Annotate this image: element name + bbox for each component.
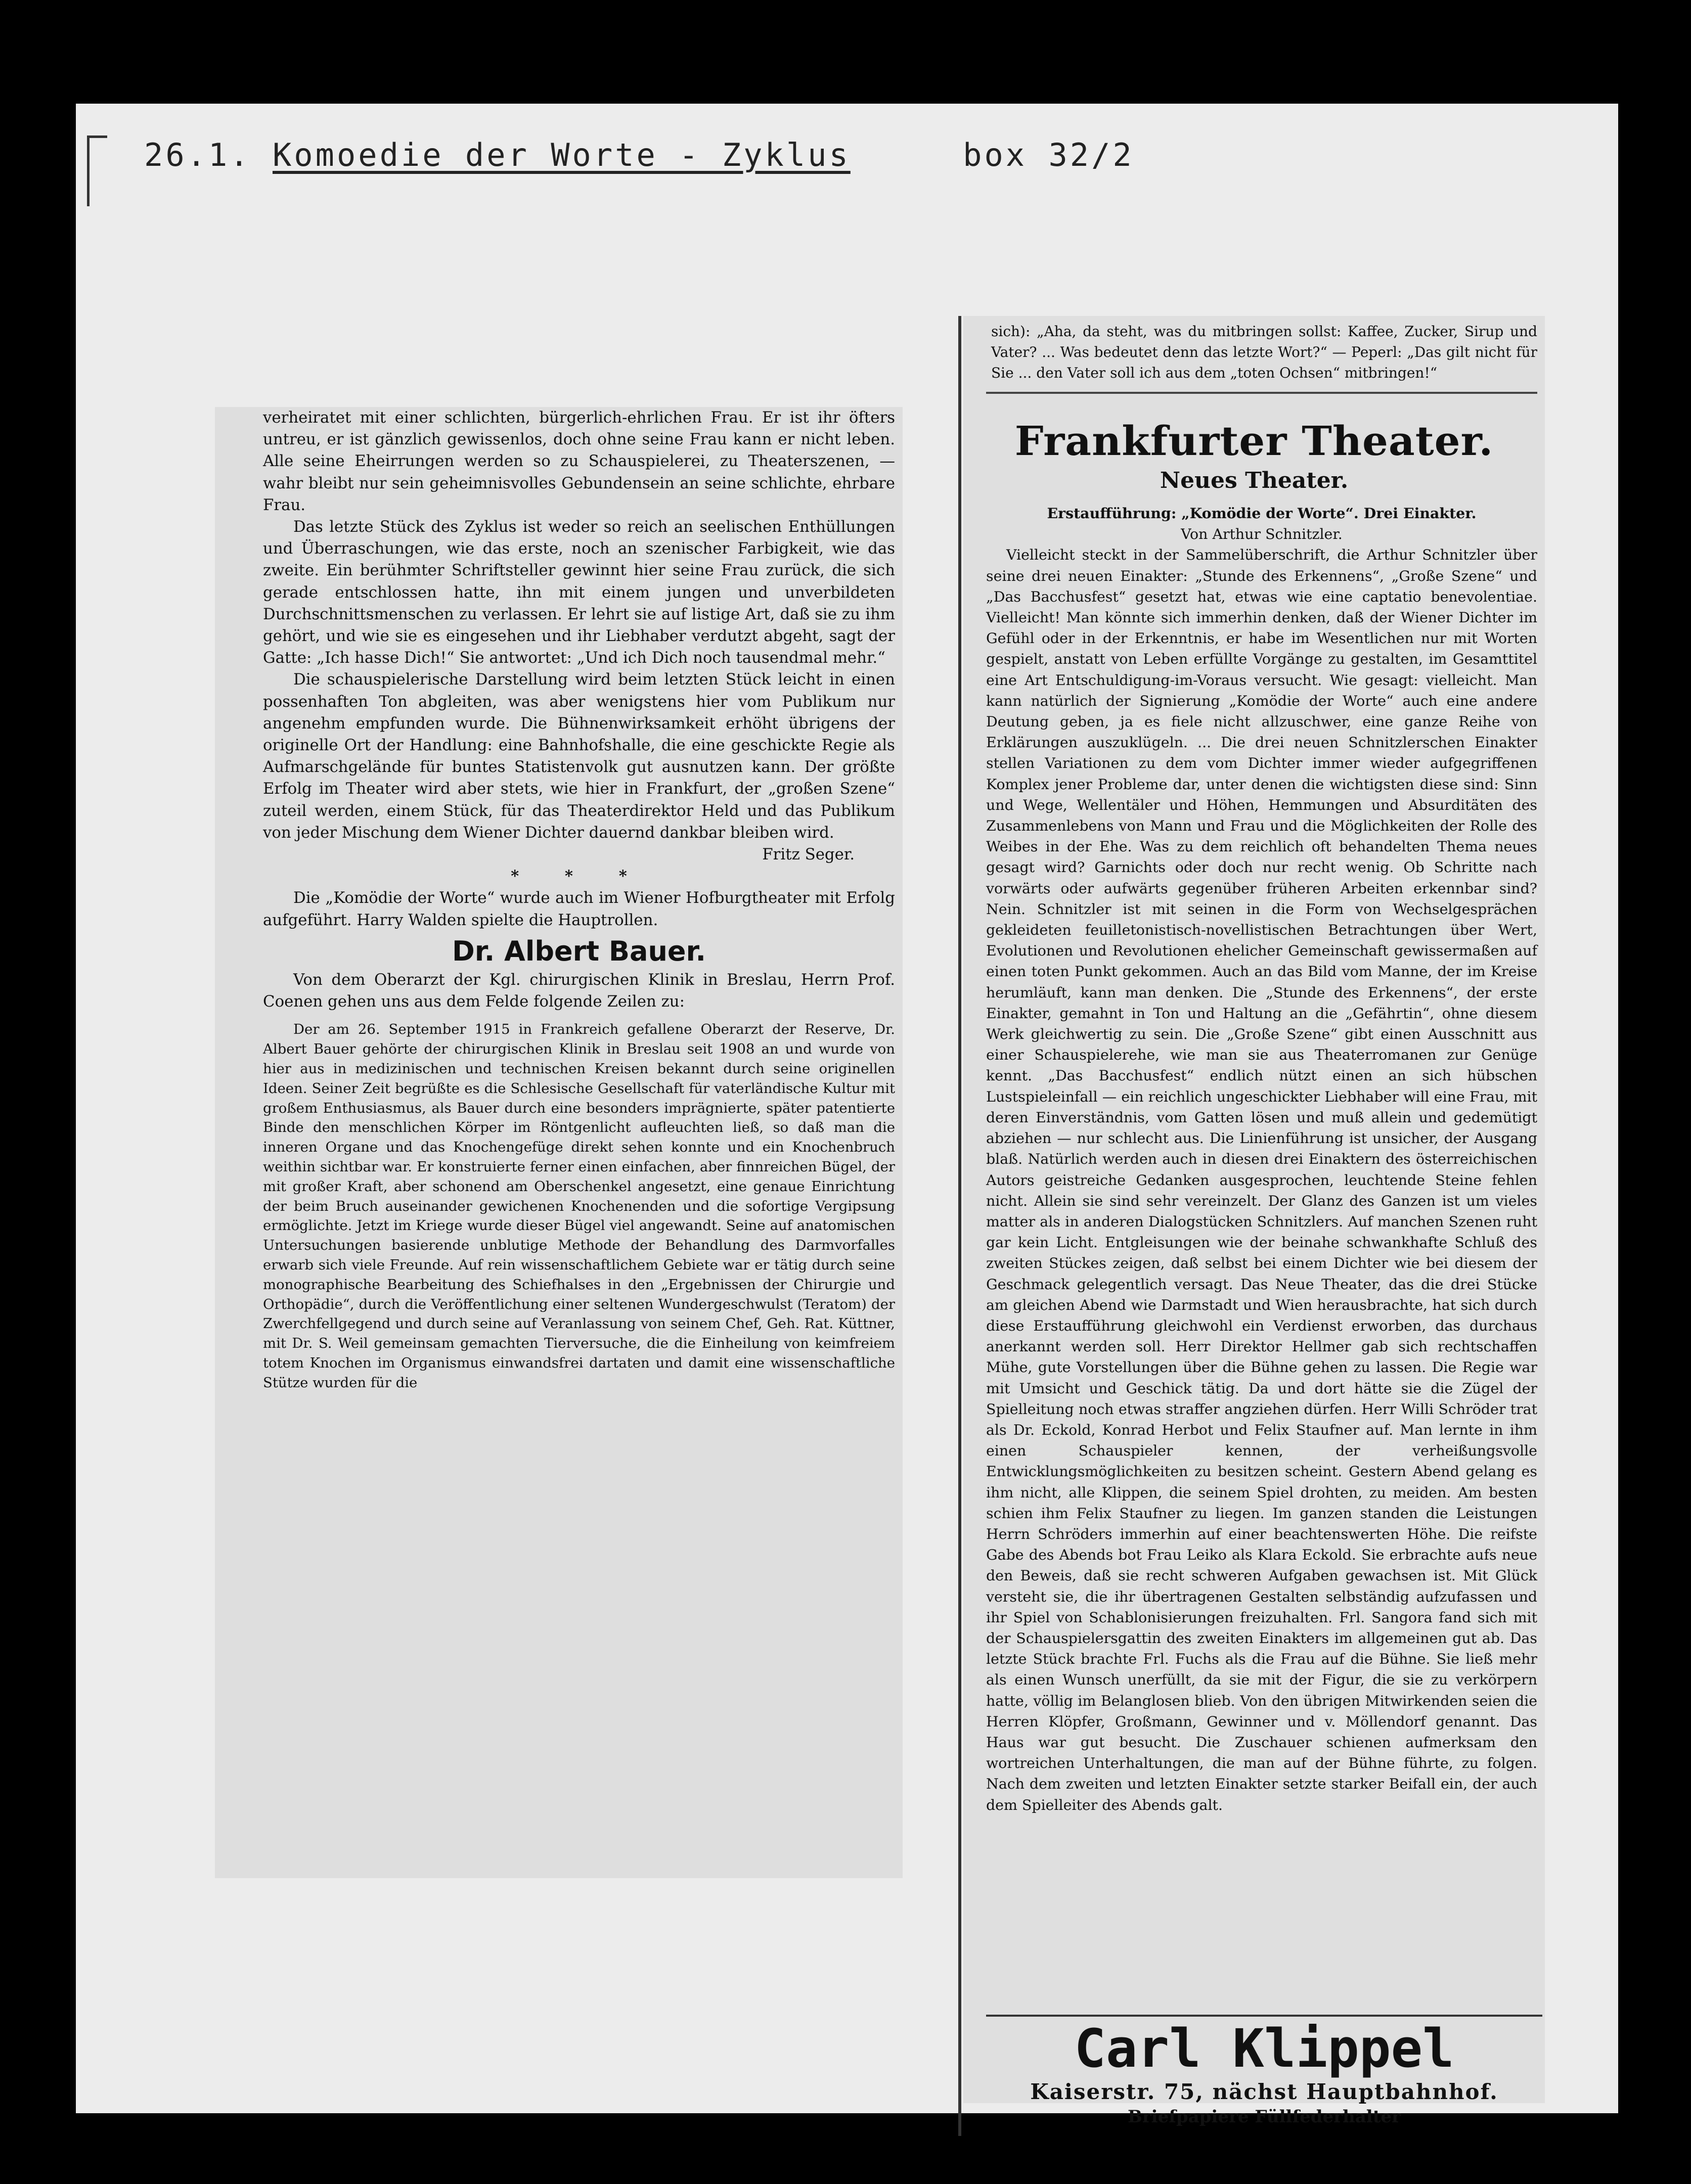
advert-name: Carl Klippel	[1074, 2018, 1454, 2079]
subhead: Neues Theater.	[1160, 468, 1349, 493]
review-body	[986, 503, 1537, 1815]
paragraph: Der am 26. September 1915 in Frankreich gefallene Oberarzt der Reserve, Dr. Albert Bauer gehörte der chirurgischen Klinik in Breslau seit 1908 an und wurde von hier aus in medizinischen und technischen Kreisen bekannt durch seine originellen Ideen. Seiner Zeit begrüßte es die Schlesische Gesellschaft für vaterländische Kultur mit großem Enthusiasmus, als Bauer durch eine besonders imprägnierte, später patentierte Binde den menschlichen Körper im Röntgenlicht aufleuchten ließ, so daß man die inneren Organe und das Knochengefüge direkt sehen konnte und ein Knochenbruch weithin sichtbar war. Er konstruierte ferner einen einfachen, aber finnreichen Bügel, der mit großer Kraft, aber schonend am Oberschenkel angesetzt, eine genaue Einrichtung der beim Bruch auseinander gewichenen Knochenenden und die sofortige Vergipsung ermöglichte. Jetzt im Kriege wurde dieser Bügel viel angewandt. Seine auf anatomischen Untersuchungen basierende unblutige Methode der Behandlung des Darmvorfalles erwarb sich viele Freunde. Auf rein wissenschaftlichem Gebiete war er tätig durch seine monographische Bearbeitung des Schiefhalses in den „Ergebnissen der Chirurgie und Orthopädie“, durch die Veröffentlichung einer seltenen Wundergeschwulst (Teratom) der Zwerchfellgegend und durch seine auf Veranlassung von seinem Chef, Geh. Rat. Küttner, mit Dr. S. Weil gemeinsam gemachten Tierversuche, die die Einheilung von keimfreiem totem Knochen im Organismus einwandsfrei dartaten und damit eine wissenschaftliche Stütze wurden für die	[263, 1021, 895, 1391]
advert-goods: Briefpapiere Füllfederhalter	[1128, 2107, 1401, 2127]
signature: Fritz Seger.	[762, 845, 855, 864]
paragraph: Von dem Oberarzt der Kgl. chirurgischen Klinik in Breslau, Herrn Prof. Coenen gehen uns aus dem Felde folgende Zeilen zu:	[263, 971, 895, 1011]
header-title: Komoedie der Worte - Zyklus	[272, 136, 851, 173]
corner-mark	[87, 135, 107, 138]
archive-header	[144, 136, 1134, 173]
header-number: 26.1.	[144, 136, 251, 173]
right-clipping	[963, 316, 1545, 2103]
ornamental-rule	[986, 392, 1537, 394]
column-divider	[958, 316, 961, 2136]
paragraph: Die schauspielerische Darstellung wird beim letzten Stück leicht in einen possenhaften Ton abgleiten, was aber wenigstens hier vom Publikum nur angenehm empfunden wurde. Die Bühnenwirksamkeit erhöht übrigens der originelle Ort der Handlung: eine Bahnhofshalle, die eine geschickte Regie als Aufmarschgelände für buntes Statistenvolk gut ausnutzen kann. Der größte Erfolg im Theater wird aber stets, wie hier in Frankfurt, der „großen Szene“ zuteil werden, einem Stück, für das Theaterdirektor Held und das Publikum von jeder Mischung dem Wiener Dichter dauernd dankbar bleiben wird.	[263, 670, 895, 842]
author-line: Von Arthur Schnitzler.	[1181, 526, 1343, 543]
corner-mark	[87, 135, 90, 206]
advertisement	[991, 2018, 1537, 2145]
masthead: Frankfurter Theater.	[1014, 417, 1494, 465]
premiere-line: Erstaufführung: „Komödie der Worte“. Drei Einakter.	[1047, 505, 1477, 522]
top-snippet	[991, 321, 1537, 383]
review-text: Vielleicht steckt in der Sammelüberschrift, die Arthur Schnitzler über seine drei neuen Einakter: „Stunde des Erkennens“, „Große Szene“ und „Das Bacchusfest“ gesetzt hat, etwas wie eine captatio benevolentiae. Vielleicht! Man könnte sich immerhin denken, daß der Wiener Dichter im Gefühl oder in der Erkenntnis, er habe im Wesentlichen nur mit Worten gespielt, anstatt von Leben erfüllte Vorgänge zu gestalten, im Gesamttitel eine Art Entschuldigung-im-Voraus versucht. Wie gesagt: vielleicht. Man kann natürlich der Signierung „Komödie der Worte“ auch eine andere Deutung geben, ja es fiele nicht allzuschwer, eine ganze Reihe von Erklärungen auszuklügeln. ... Die drei neuen Schnitzlerschen Einakter stellen Variationen zu dem vom Dichter immer wieder aufgegriffenen Komplex jener Probleme dar, unter denen die wichtigsten diese sind: Sinn und Wege, Wellentäler und Höhen, Hemmungen und Absurditäten des Zusammenlebens von Mann und Frau und die Möglichkeiten der Rolle des Weibes in der Ehe. Was zu dem reichlich oft behandelten Thema neues gesagt wird? Garnichts oder doch nur recht wenig. Ob Schritte nach vorwärts oder aufwärts gegenüber früheren Arbeiten erkennbar sind? Nein. Schnitzler ist mit seinen in die Form von Wechselgesprächen gekleideten feuilletonistisch-novellistischen Betrachtungen über Wert, Evolutionen und Revolutionen ehelicher Gemeinschaft gewissermaßen auf einen toten Punkt gekommen. Auch an das Bild vom Manne, der im Kreise herumläuft, kann man denken. Die „Stunde des Erkennens“, der erste Einakter, gemahnt in Ton und Haltung an die „Gefährtin“, ohne diesem Werk gleichwertig zu sein. Die „Große Szene“ gibt einen Ausschnitt aus einer Schauspielerehe, wie man sie aus Theaterromanen zur Genüge kennt. „Das Bacchusfest“ endlich nützt einen an sich hübschen Lustspieleinfall — ein reichlich ungeschickter Liebhaber will eine Frau, mit deren Einverständnis, vom Gatten lösen und muß allein und gedemütigt abziehen — nur schlecht aus. Die Linienführung ist unsicher, der Ausgang blaß. Natürlich werden auch in diesen drei Einaktern des österreichischen Autors geistreiche Gedanken ausgesprochen, leuchtende Steine fehlen nicht. Allein sie sind sehr vereinzelt. Der Glanz des Ganzen ist um vieles matter als in anderen Dialogstücken Schnitzlers. Auf manchen Szenen ruht gar kein Licht. Entgleisungen wie der beinahe schwankhafte Schluß des zweiten Stückes zeigen, daß selbst bei einem Dichter wie bei diesem der Geschmack gelegentlich versagt. Das Neue Theater, das die drei Stücke am gleichen Abend wie Darmstadt und Wien herausbrachte, hat sich durch diese Erstaufführung gleichwohl ein Verdienst erworben, das durchaus anerkannt werden soll. Herr Direktor Hellmer gab sich rechtschaffen Mühe, gute Vorstellungen über die Bühne gehen zu lassen. Die Regie war mit Umsicht und Geschick tätig. Da und dort hätte sie die Zügel der Spielleitung noch etwas straffer angziehen dürfen. Herr Willi Schröder trat als Dr. Eckold, Konrad Herbot und Felix Staufner auf. Man lernte in ihm einen Schauspieler kennen, der verheißungsvolle Entwicklungsmöglichkeiten zu besitzen scheint. Gestern Abend gelang es ihm nicht, alle Klippen, die seinem Spiel drohten, zu meiden. Am besten schien ihm Felix Staufner zu liegen. Im ganzen standen die Leistungen Herrn Schröders immerhin auf einer beachtenswerten Höhe. Die reifste Gabe des Abends bot Frau Leiko als Klara Eckold. Sie erbrachte aufs neue den Beweis, daß sie recht schweren Aufgaben gewachsen ist. Mit Glück versteht sie, die ihr übertragenen Gestalten selbständig aufzufassen und ihr Spiel von Schablonisierungen freizuhalten. Frl. Sangora fand sich mit der Schauspielersgattin des zweiten Einakters im allgemeinen gut ab. Das letzte Stück brachte Frl. Fuchs als die Frau auf die Bühne. Sie ließ mehr als einen Wunsch unerfüllt, da sie mit der Figur, die sie zu verkörpern hatte, völlig im Belanglosen blieb. Von den übrigen Mitwirkenden seien die Herren Klöpfer, Großmann, Gewinner und v. Möllendorf genannt. Das Haus war gut besucht. Die Zuschauer schienen aufmerksam den wortreichen Unterhaltungen, die man auf der Bühne führte, zu folgen. Nach dem zweiten und letzten Einakter setzte starker Beifall ein, der auch dem Spielleiter des Abends galt.	[986, 547, 1537, 1813]
advert-rule	[986, 2015, 1542, 2017]
article-heading: Dr. Albert Bauer.	[452, 935, 706, 967]
paragraph: verheiratet mit einer schlichten, bürgerlich-ehrlichen Frau. Er ist ihr öfters untreu, er ist gänzlich gewissenlos, doch ohne seine Frau kann er nicht leben. Alle seine Eheirrungen werden so zu Schauspielerei, zu Theaterszenen, — wahr bleibt nur sein geheimnisvolles Gebundensein an seine schlichte, ehrbare Frau.	[263, 408, 895, 514]
snippet-text: sich): „Aha, da steht, was du mitbringen sollst: Kaffee, Zucker, Sirup und Vater? ... Was bedeutet denn das letzte Wort?“ — Peperl: „Das gilt nicht für Sie ... den Vater soll ich aus dem „toten Ochsen“ mitbringen!“	[991, 323, 1537, 381]
left-clipping	[215, 407, 903, 1878]
paragraph: Das letzte Stück des Zyklus ist weder so reich an seelischen Enthüllungen und Überraschungen, wie das erste, noch an szenischer Farbigkeit, wie das zweite. Ein berühmter Schriftsteller gewinnt hier seine Frau zurück, die sich gerade entschlossen hatte, ihn mit einem jungen und unverbildeten Durchschnittsmenschen zu verlassen. Er lehrt sie auf listige Art, daß sie zu ihm gehört, und wie sie es eingesehen und ihr Liebhaber verdutzt abgeht, sagt der Gatte: „Ich hasse Dich!“ Sie antwortet: „Und ich Dich noch tausendmal mehr.“	[263, 518, 895, 667]
left-column-text	[263, 407, 895, 1393]
paragraph: Die „Komödie der Worte“ wurde auch im Wiener Hofburgtheater mit Erfolg aufgeführt. Harry Walden spielte die Hauptrollen.	[263, 889, 895, 929]
separator-stars: * * *	[511, 867, 647, 886]
advert-address: Kaiserstr. 75, nächst Hauptbahnhof.	[1030, 2079, 1498, 2104]
header-box: box 32/2	[963, 136, 1134, 173]
